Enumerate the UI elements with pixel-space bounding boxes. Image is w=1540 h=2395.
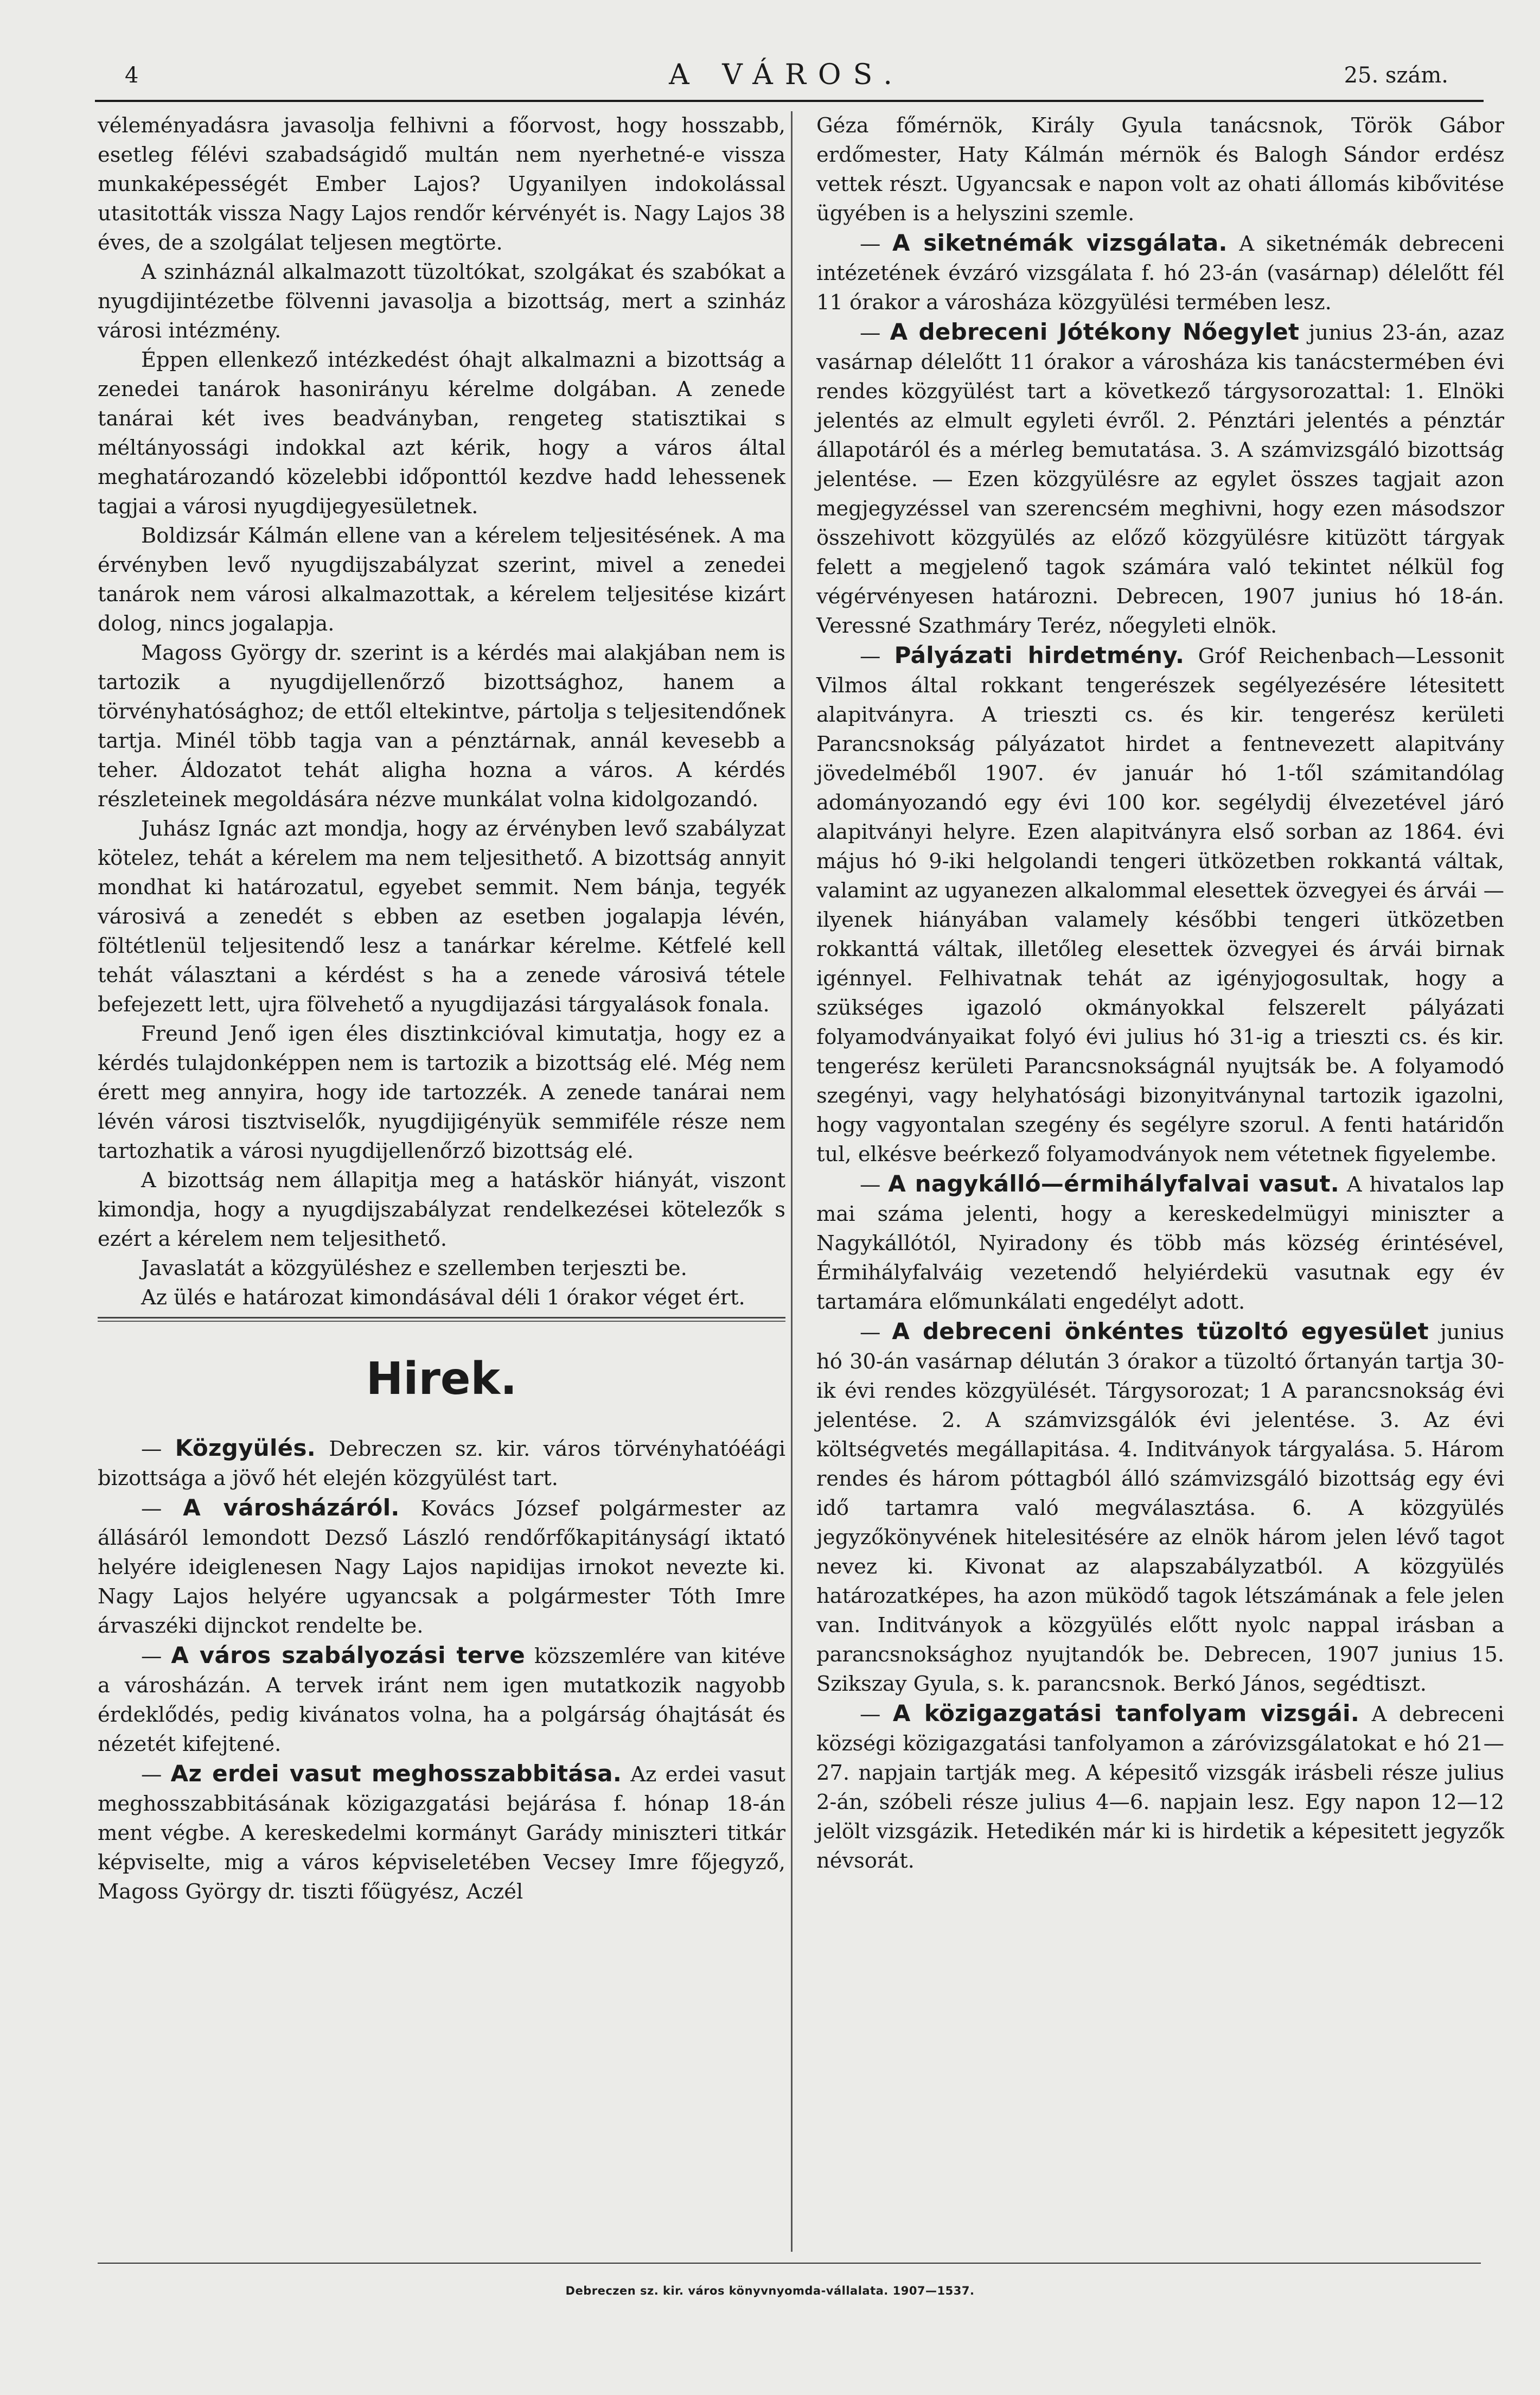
- news-headline: Közgyülés.: [175, 1435, 316, 1461]
- article-paragraph: [98, 346, 785, 521]
- page-header: [125, 59, 1448, 98]
- news-text: junius 23-án, azaz vasárnap délelőtt 11 órakor a városháza kis tanácstermében évi rendes közgyülést tart a következő tárgysorozattal: 1. Elnöki jelentés az elmult egyleti évről. 2. Pénztári jelentés a pénztár állapotáról és a mérleg bemutatása. 3. A számvizsgáló bizottság jelentése. — Ezen közgyülésre az egylet összes tagjait azon megjegyzéssel van szerencsém meghivni, hogy ezen másodszor összehivott közgyülés az előző közgyülésre kitüzött tárgyak felett a megjelenő tagok számára való tekintet nélkül fog végérvényesen határozni. Debrecen, 1907 junius hó 18-án. Veressné Szathmáry Teréz, nőegyleti elnök.: [816, 321, 1504, 638]
- printer-imprint: Debreczen sz. kir. város könyvnyomda-vállalata. 1907—1537.: [565, 2284, 975, 2297]
- news-text: junius hó 30-án vasárnap délután 3 órakor a tüzoltó őrtanyán tartja 30-ik évi rendes közgyülését. Tárgysorozat; 1 A parancsnokság évi jelentése. 2. A számvizsgálók évi jelentése. 3. Az évi költségvetés megállapitása. 4. Inditványok tárgyalása. 5. Három rendes és három póttagból álló számvizsgáló bizottság egy évi idő tartamra való megválasztása. 6. A közgyülés jegyzőkönyvének hitelesitésére az elnök három jelen lévő tagot nevez ki. Kivonat az alapszabályzatból. A közgyülés határozatképes, ha azon müködő tagok létszámának a fele jelen van. Inditványok a közgyülés előtt nyolc nappal irásban a parancsnoksághoz nyujtandók be. Debrecen, 1907 junius 15. Szikszay Gyula, s. k. parancsnok. Berkó János, segédtiszt.: [816, 1320, 1504, 1696]
- paragraph-text: A bizottság nem állapitja meg a hatáskör hiányát, viszont kimondja, hogy a nyugdijszabályzat rendelkezései kötelezők s ezért a kérelem nem teljesithető.: [98, 1168, 785, 1251]
- paragraph-text: Javaslatát a közgyüléshez e szellemben terjeszti be.: [141, 1256, 687, 1281]
- news-text: A debreceni községi közigazgatási tanfolyamon a záróvizsgálatokat e hó 21—27. napjain tartják meg. A képesitő vizsgák irásbeli része julius 2-án, szóbeli része julius 4—6. napjain lesz. Egy napon 12—12 jelölt vizsgázik. Hetedikén már ki is hirdetik a képesitett jegyzők névsorát.: [816, 1702, 1504, 1873]
- news-headline: A város szabályozási terve: [171, 1642, 526, 1668]
- section-rule: [98, 1317, 785, 1318]
- paragraph-text: A szinháznál alkalmazott tüzoltókat, szolgákat és szabókat a nyugdijintézetbe fölvenni javasolja a bizottság, mert a szinház városi intézmény.: [98, 260, 785, 343]
- news-text: A siketnémák debreceni intézetének évzáró vizsgálata f. hó 23-án (vasárnap) délelőtt fél 11 órakor a városháza közgyülési termében lesz.: [816, 232, 1504, 315]
- news-headline: A debreceni Jótékony Nőegylet: [890, 319, 1300, 345]
- paragraph-text: Éppen ellenkező intézkedést óhajt alkalmazni a bizottság a zenedei tanárok hasonirányu kérelme dolgában. A zenede tanárai két ives beadványban, rengeteg statisztikai s méltányossági indokkal azt kérik, hogy a város által meghatározandó közelebbi időponttól kezdve hadd lehessenek tagjai a városi nyugdijegyesületnek.: [98, 348, 785, 519]
- news-item: — A siketnémák vizsgálata. A siketnémák debreceni intézetének évzáró vizsgálata f. hó 23-án (vasárnap) délelőtt fél 11 órakor a városháza közgyülési termében lesz.: [816, 230, 1504, 315]
- news-item: — Közgyülés. Debreczen sz. kir. város törvényhatóéági bizottsága a jövő hét elején közgyülést tart.: [98, 1435, 785, 1490]
- issue-number: 25. szám.: [1344, 63, 1448, 88]
- left-column: [98, 111, 785, 1907]
- news-item: — Az erdei vasut meghosszabbitása. Az erdei vasut meghosszabbitásának közigazgatási bejárása f. hónap 18-án ment végbe. A kereskedelmi kormányt Garády miniszteri titkár képviselte, mig a város képviseletében Vecsey Imre főjegyző, Magoss György dr. tiszti főügyész, Aczél: [98, 1760, 785, 1904]
- article-paragraph: [98, 1166, 785, 1254]
- paragraph-text: véleményadásra javasolja felhivni a főorvost, hogy hosszabb, esetleg félévi szabadságidő multán nem nyerhetné-e vissza munkaképességét Ember Lajos? Ugyanilyen indokolással utasitották vissza Nagy Lajos rendőr kérvényét is. Nagy Lajos 38 éves, de a szolgálat teljesen megtörte.: [98, 113, 785, 255]
- news-text: Kovács József polgármester az állásáról lemondott Dezső László rendőrfőkapitányságí iktató helyére ideiglenesen Nagy Lajos napidijas irnokot nevezte ki. Nagy Lajos helyére ugyancsak a polgármester Tóth Imre árvaszéki dijnckot rendelte be.: [98, 1496, 785, 1638]
- paragraph-text: Boldizsár Kálmán ellene van a kérelem teljesitésének. A ma érvényben levő nyugdijszabályzat szerint, mivel a zenedei tanárok nem városi alkalmazottak, a kérelem teljesitése kizárt dolog, nincs jogalapja.: [98, 524, 785, 636]
- news-item: — A debreceni Jótékony Nőegylet junius 23-án, azaz vasárnap délelőtt 11 órakor a városháza kis tanácstermében évi rendes közgyülést tart a következő tárgysorozattal: 1. Elnöki jelentés az elmult egyleti évről. 2. Pénztári jelentés a pénztár állapotáról és a mérleg bemutatása. 3. A számvizsgáló bizottság jelentése. — Ezen közgyülésre az egylet összes tagjait azon megjegyzéssel van szerencsém meghivni, hogy ezen másodszor összehivott közgyülés az előző közgyülésre kitüzött tárgyak felett a megjelenő tagok számára való tekintet nélkül fog végérvényesen határozni. Debrecen, 1907 junius hó 18-án. Veressné Szathmáry Teréz, nőegyleti elnök.: [816, 319, 1504, 638]
- news-text: Gróf Reichenbach—Lessonit Vilmos által rokkant tengerészek segélyezésére létesitett alapitványra. A trieszti cs. és kir. tengerész kerületi Parancsnokság pályázatot hirdet a fentnevezett alapitvány jövedelméből 1907. év január hó 1-től számitandólag adományozandó egy évi 100 kor. segélydij élvezetével járó alapitványi helyre. Ezen alapitványra első sorban az 1864. évi május hó 9-iki helgolandi tengeri ütközetben rokkantá váltak, valamint az ugyanezen alkalommal elesettek özvegyei és árvái — ilyenek hiányában valamely későbbi tengeri ütközetben rokkanttá váltak, illetőleg elesettek özvegyei és árvái birnak igénnyel. Felhivatnak tehát az igényjogosultak, hogy a szükséges igazoló okmányokkal felszerelt pályázati folyamodványaikat folyó évi julius hó 31-ig a trieszti cs. és kir. tengerész kerületi Parancsnokságnál nyujtsák be. A folyamodó szegényi, vagy helyhatósági bizonyitványnal tartozik igazolni, hogy vagyontalan szegény és segélyre szorul. A fenti határidőn tul, elkésve beérkező folyamodványok nem vétetnek figyelembe.: [816, 644, 1504, 1167]
- news-item: — A nagykálló—érmihályfalvai vasut. A hivatalos lap mai száma jelenti, hogy a kereskedelmügyi miniszter a Nagykállótól, Nyiradony és több más község érintésével, Érmihályfalváig vezetendő helyiérdekü vasutnak egy év tartamára előmunkálati engedélyt adott.: [816, 1170, 1504, 1314]
- news-item: [816, 111, 1504, 228]
- article-paragraph: [98, 814, 785, 1020]
- news-headline: Pályázati hirdetmény.: [894, 642, 1185, 668]
- paragraph-text: Juhász Ignác azt mondja, hogy az érvényben levő szabályzat kötelez, tehát a kérelem ma nem teljesithető. A bizottság annyit mondhat ki határozatul, egyebet semmit. Nem bánja, tegyék városivá a zenedét s ebben az esetben jogalapja lévén, föltétlenül teljesitendő lesz a tanárkar kérelme. Kétfelé kell tehát választani a kérdést s ha a zenede városivá tétele befejezett lett, ujra fölvehető a nyugdijazási tárgyalások fonala.: [98, 817, 785, 1017]
- masthead-title: A VÁROS.: [669, 59, 904, 91]
- news-headline: A debreceni önkéntes tüzoltó egyesület: [892, 1318, 1429, 1345]
- article-paragraph: [98, 1254, 785, 1283]
- news-headline: A nagykálló—érmihályfalvai vasut.: [888, 1170, 1339, 1197]
- paragraph-text: Magoss György dr. szerint is a kérdés mai alakjában nem is tartozik a nyugdijellenőrző bizottsághoz, hanem a törvényhatósághoz; de ettől eltekintve, pártolja s teljesitendőnek tartja. Minél több tagja van a pénztárnak, annál kevesebb a teher. Áldozatot tehát aligha hozna a város. A kérdés részleteinek megoldására nézve munkálat volna kidolgozandó.: [98, 641, 785, 812]
- article-paragraph: [98, 521, 785, 639]
- page-number: 4: [125, 63, 139, 88]
- article-paragraph: [98, 1283, 785, 1313]
- section-rule: [98, 1321, 785, 1322]
- news-headline: A siketnémák vizsgálata.: [892, 230, 1228, 256]
- news-text: Az erdei vasut meghosszabbitásának közigazgatási bejárása f. hónap 18-án ment végbe. A kereskedelmi kormányt Garády miniszteri titkár képviselte, mig a város képviseletében Vecsey Imre főjegyző, Magoss György dr. tiszti főügyész, Aczél: [98, 1762, 785, 1904]
- news-item: — A közigazgatási tanfolyam vizsgái. A debreceni községi közigazgatási tanfolyamon a záróvizsgálatokat e hó 21—27. napjain tartják meg. A képesitő vizsgák irásbeli része julius 2-án, szóbeli része julius 4—6. napjain lesz. Egy napon 12—12 jelölt vizsgázik. Hetedikén már ki is hirdetik a képesitett jegyzők névsorát.: [816, 1700, 1504, 1873]
- article-paragraph: [98, 258, 785, 346]
- article-paragraph: [98, 111, 785, 258]
- paragraph-text: Freund Jenő igen éles disztinkcióval kimutatja, hogy ez a kérdés tulajdonképpen nem is tartozik a bizottság elé. Még nem érett meg annyira, hogy ide tartozzék. A zenede tanárai nem lévén városi tisztviselők, nyugdijigényük semmiféle része nem tartozhatik a városi nyugdijellenőrző bizottság elé.: [98, 1022, 785, 1163]
- news-text: Géza főmérnök, Király Gyula tanácsnok, Török Gábor erdőmester, Haty Kálmán mérnök és Balogh Sándor erdész vettek részt. Ugyancsak e napon volt az ohati állomás kibővitése ügyében is a helyszini szemle.: [816, 113, 1504, 226]
- header-rule: [95, 100, 1484, 102]
- news-text: közszemlére van kitéve a városházán. A tervek iránt nem igen mutatkozik nagyobb érdeklődés, pedig kivánatos volna, ha a polgárság óhajtását és nézetét kifejtené.: [98, 1644, 785, 1756]
- news-item: — A városházáról. Kovács József polgármester az állásáról lemondott Dezső László rendőrfőkapitányságí iktató helyére ideiglenesen Nagy Lajos napidijas irnokot nevezte ki. Nagy Lajos helyére ugyancsak a polgármester Tóth Imre árvaszéki dijnckot rendelte be.: [98, 1494, 785, 1638]
- news-text: A hivatalos lap mai száma jelenti, hogy a kereskedelmügyi miniszter a Nagykállótól, Nyiradony és több más község érintésével, Érmihályfalváig vezetendő helyiérdekü vasutnak egy év tartamára előmunkálati engedélyt adott.: [816, 1173, 1504, 1314]
- article-paragraph: [98, 639, 785, 814]
- news-headline: A közigazgatási tanfolyam vizsgái.: [892, 1700, 1360, 1727]
- news-headline: Az erdei vasut meghosszabbitása.: [170, 1760, 622, 1787]
- news-item: — A város szabályozási terve közszemlére van kitéve a városházán. A tervek iránt nem igen mutatkozik nagyobb érdeklődés, pedig kivánatos volna, ha a polgárság óhajtását és nézetét kifejtené.: [98, 1642, 785, 1756]
- right-column: [816, 111, 1504, 1876]
- article-paragraph: [98, 1020, 785, 1166]
- news-section-title: Hirek.: [366, 1353, 517, 1405]
- paragraph-text: Az ülés e határozat kimondásával déli 1 órakor véget ért.: [141, 1285, 745, 1310]
- news-item: — A debreceni önkéntes tüzoltó egyesület junius hó 30-án vasárnap délután 3 órakor a tüzoltó őrtanyán tartja 30-ik évi rendes közgyülését. Tárgysorozat; 1 A parancsnokság évi jelentése. 2. A számvizsgálók évi jelentése. 3. Az évi költségvetés megállapitása. 4. Inditványok tárgyalása. 5. Három rendes és három póttagból álló számvizsgáló bizottság egy évi idő tartamra való megválasztása. 6. A közgyülés jegyzőkönyvének hitelesitésére az elnök három jelen lévő tagot nevez ki. Kivonat az alapszabályzatból. A közgyülés határozatképes, ha azon müködő tagok létszámának a fele jelen van. Inditványok a közgyülés előtt nyolc nappal irásban a parancsnoksághoz nyujtandók be. Debrecen, 1907 junius 15. Szikszay Gyula, s. k. parancsnok. Berkó János, segédtiszt.: [816, 1318, 1504, 1696]
- news-text: Debreczen sz. kir. város törvényhatóéági bizottsága a jövő hét elején közgyülést tart.: [98, 1437, 785, 1490]
- column-divider: [791, 111, 793, 2252]
- news-item: — Pályázati hirdetmény. Gróf Reichenbach—Lessonit Vilmos által rokkant tengerészek segélyezésére létesitett alapitványra. A trieszti cs. és kir. tengerész kerületi Parancsnokság pályázatot hirdet a fentnevezett alapitvány jövedelméből 1907. év január hó 1-től számitandólag adományozandó egy évi 100 kor. segélydij élvezetével járó alapitványi helyre. Ezen alapitványra első sorban az 1864. évi május hó 9-iki helgolandi tengeri ütközetben rokkantá váltak, valamint az ugyanezen alkalommal elesettek özvegyei és árvái — ilyenek hiányában valamely későbbi tengeri ütközetben rokkanttá váltak, illetőleg elesettek özvegyei és árvái birnak igénnyel. Felhivatnak tehát az igényjogosultak, hogy a szükséges igazoló okmányokkal felszerelt pályázati folyamodványaikat folyó évi julius hó 31-ig a trieszti cs. és kir. tengerész kerületi Parancsnokságnál nyujtsák be. A folyamodó szegényi, vagy helyhatósági bizonyitványnal tartozik igazolni, hogy vagyontalan szegény és segélyre szorul. A fenti határidőn tul, elkésve beérkező folyamodványok nem vétetnek figyelembe.: [816, 642, 1504, 1167]
- news-headline: A városházáról.: [183, 1494, 400, 1521]
- footer-rule: [98, 2263, 1481, 2264]
